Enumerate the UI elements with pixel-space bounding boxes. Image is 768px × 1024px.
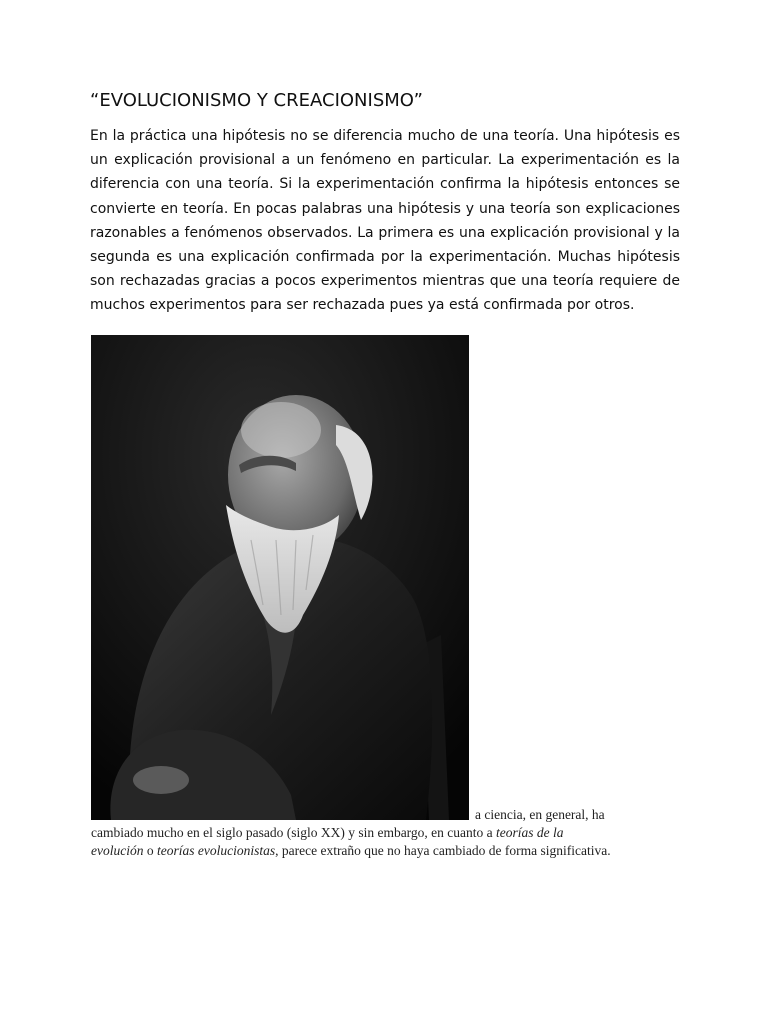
- document-title: “EVOLUCIONISMO Y CREACIONISMO”: [90, 90, 423, 111]
- caption-line-2-text: cambiado mucho en el siglo pasado (siglo XX) y sin embargo, en cuanto a: [91, 825, 497, 840]
- caption-line-3-text-d: , parece extraño que no haya cambiado de forma significativa.: [275, 843, 611, 858]
- caption-line-3-italic-a: evolución: [91, 843, 144, 858]
- caption-line-2-italic: teorías de la: [496, 825, 564, 840]
- caption-line-1: a ciencia, en general, ha: [475, 807, 605, 822]
- caption-line-3-text-b: o: [143, 843, 157, 858]
- caption-line-3-italic-c: teorías evolucionistas: [156, 843, 276, 858]
- body-paragraph: En la práctica una hipótesis no se diferencia mucho de una teoría. Una hipótesis es un explicación provisional a un fenómeno en particular. La experimentación es la diferencia con una teoría. Si la experimentación confirma la hipótesis entonces se convierte en teoría. En pocas palabras una hipótesis y una teoría son explicaciones razonables a fenómenos observados. La primera es una explicación provisional y la segunda es una explicación confirmada por la experimentación. Muchas hipótesis son rechazadas gracias a pocos experimentos mientras que una teoría requiere de muchos experimentos para ser rechazada pues ya está confirmada por otros.: [90, 128, 680, 314]
- portrait-photo: [91, 335, 469, 820]
- caption-text: [91, 824, 651, 860]
- caption-line-2: [91, 824, 651, 842]
- caption-line-3: [91, 842, 651, 860]
